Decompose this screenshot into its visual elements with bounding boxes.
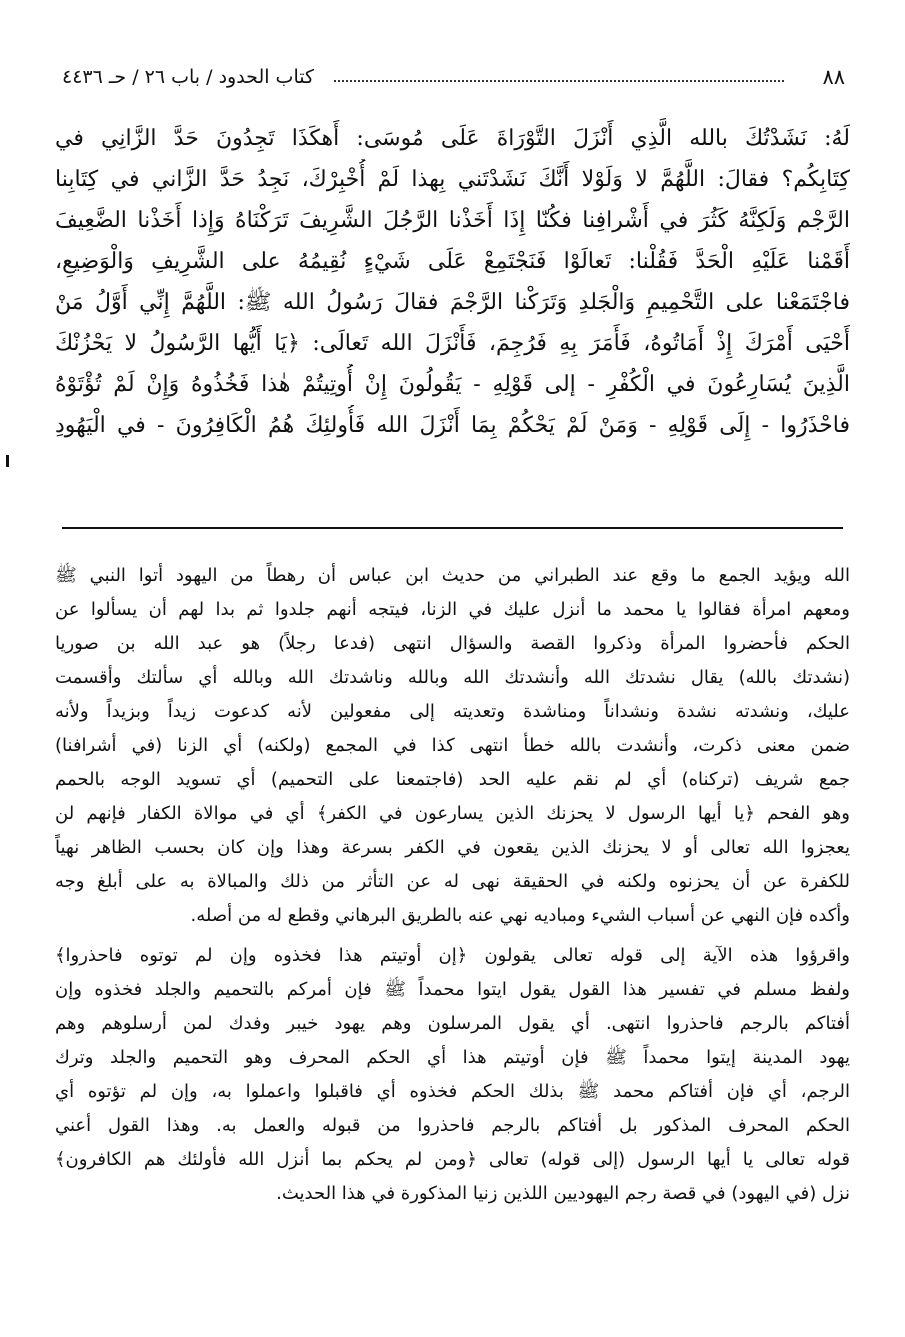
commentary-line: الحكم فأحضروا المرأة وذكروا القصة والسؤال انتهى (فدعا رجلاً) هو عبد الله بن صوريا	[55, 633, 850, 654]
running-title: كتاب الحدود / باب ٢٦ / حـ ٤٤٣٦	[62, 66, 315, 88]
commentary-line: يعجزوا الله تعالى أو لا يحزنك الذين يقعون في الكفر بسرعة وهذا وإن كان بحسب الظاهر نهياً	[55, 837, 850, 858]
page-header	[62, 62, 845, 92]
hadith-line: كِتَابِكُم؟ فقالَ: اللَّهُمَّ لا وَلَوْلا أَنَّكَ نَشَدْتَني بِهذا لَمْ أُخْبِرْكَ، نَجِدُ حَدَّ الزَّاني في كِتَابِنا	[55, 167, 850, 192]
commentary-line: (نشدتك بالله) يقال نشدتك الله وأنشدتك الله وبالله وناشدتك الله وبالله أي سألتك وأقسمت	[55, 667, 850, 688]
hadith-text	[55, 118, 850, 488]
commentary-line: ولفظ مسلم في تفسير هذا القول يقول ايتوا محمداً ﷺ فإن أمركم بالتحميم والجلد فخذوه وإن	[55, 979, 850, 1000]
commentary-line: ضمن معنى ذكرت، وأنشدت بالله خطأ انتهى كذا في المجمع (ولكنه) أي الزنا (في أشرافنا)	[55, 735, 850, 756]
commentary-line: عليك، ونشدته نشدة ونشداناً ومناشدة وتعديته إلى مفعولين لأنه كدعوت زيداً وبزيداً ولأنه	[55, 701, 850, 722]
commentary-line: واقرؤوا هذه الآية إلى قوله تعالى يقولون ﴿إن أوتيتم هذا فخذوه وإن لم توتوه فاحذروا﴾	[55, 945, 850, 966]
commentary-line: ومعهم امرأة فقالوا يا محمد ما أنزل عليك في الزنا، فيتجه أنهم جلدوا ثم بدا لهم أن يسألوا عن	[55, 599, 850, 620]
commentary-line: الحكم المحرف المذكور بل أفتاكم بالرجم فاحذروا من قبوله والعمل به. وهذا القول أعني	[55, 1115, 850, 1136]
commentary-paragraph-1	[55, 559, 850, 933]
margin-mark	[6, 455, 9, 467]
commentary-line: يهود المدينة إيتوا محمداً ﷺ فإن أوتيتم هذا أي الحكم المحرف وهو التحميم والجلد وترك	[55, 1047, 850, 1068]
commentary-line: جمع شريف (تركناه) أي لم نقم عليه الحد (فاجتمعنا على التحميم) أي تسويد الوجه بالحمم	[55, 769, 850, 790]
commentary-line: أفتاكم بالرجم فاحذروا انتهى. أي يقول المرسلون وهم يهود خيبر وفدك لمن أرسلوهم وهم	[55, 1013, 850, 1034]
commentary-line: وهو الفحم ﴿يا أيها الرسول لا يحزنك الذين يسارعون في الكفر﴾ أي في موالاة الكفار فإنهم لن	[55, 803, 850, 824]
hadith-line: فاحْذَرُوا - إِلَى قَوْلِهِ - وَمَنْ لَمْ يَحْكُمْ بِمَا أَنْزَلَ الله فَأُولئِكَ هُمُ الْكَافِرُونَ - في الْيَهُودِ	[55, 413, 850, 438]
commentary-line: الله ويؤيد الجمع ما وقع عند الطبراني من حديث ابن عباس أن رهطاً من اليهود أتوا النبي ﷺ	[55, 565, 850, 586]
commentary-line: وأكده فإن النهي عن أسباب الشيء ومباديه نهي عنه بالطريق البرهاني وقطع له من أصله.	[190, 905, 850, 926]
hadith-line: لَهُ: نَشَدْتُكَ بالله الَّذِي أَنْزَلَ التَّوْرَاةَ عَلَى مُوسَى: أَهكَذَا تَجِدُونَ حَدَّ الزَّانِي في	[55, 126, 850, 151]
hadith-line: أَحْيَى أَمْرَكَ إِذْ أَمَاتُوهُ، فَأَمَرَ بِهِ فَرُجِمَ، فَأَنْزَلَ الله تَعالَى: ﴿يَا أَيُّها الرَّسُولُ لا يَحْزُنْكَ	[55, 331, 850, 356]
hadith-line: الرَّجْم وَلَكِنَّهُ كَثُرَ في أَشْرافِنا فكُنّا إِذَا أَخَذْنا الرَّجُلَ الشَّرِيفَ تَرَكْنَاهُ وَإِذا أَخَذْنا الضَّعِيفَ	[55, 208, 850, 233]
header-dotted-leader	[334, 80, 784, 82]
commentary-line: نزل (في اليهود) في قصة رجم اليهوديين اللذين زنيا المذكورة في هذا الحديث.	[276, 1183, 850, 1204]
commentary	[55, 559, 850, 1211]
hadith-line: الَّذِينَ يُسَارِعُونَ في الْكُفْرِ - إلى قَوْلِهِ - يَقُولُونَ إِنْ أُوتِيتُمْ هٰذا فَخُذُوهُ وَإِنْ لَمْ تُؤْتَوْهُ	[55, 372, 850, 397]
commentary-line: قوله تعالى يا أيها الرسول (إلى قوله) تعالى ﴿ومن لم يحكم بما أنزل الله فأولئك هم الكافرون﴾	[55, 1149, 850, 1170]
page-number: ٨٨	[822, 65, 845, 89]
commentary-line: الرجم، أي فإن أفتاكم محمد ﷺ بذلك الحكم فخذوه أي فاقبلوا واعملوا به، وإن لم تؤتوه أي	[55, 1081, 850, 1102]
hadith-line: أَقَمْنا عَلَيْهِ الْحَدَّ فَقُلْنا: تَعالَوْا فَنَجْتَمِعْ عَلَى شَيْءٍ نُقِيمُهُ على الشَّرِيفِ وَالْوَضِيعِ،	[55, 249, 850, 274]
commentary-paragraph-2	[55, 939, 850, 1211]
footnote-separator	[62, 527, 843, 529]
hadith-line: فاجْتَمَعْنا على التَّحْمِيمِ وَالْجَلدِ وَتَرَكْنا الرَّجْمَ فقالَ رَسُولُ الله ﷺ: اللَّهُمَّ إِنِّي أَوَّلُ مَنْ	[55, 290, 850, 315]
commentary-line: للكفرة عن أن يحزنوه ولكنه في الحقيقة نهى له عن التأثر من ذلك والمبالاة به على أبلغ وجه	[55, 871, 850, 892]
